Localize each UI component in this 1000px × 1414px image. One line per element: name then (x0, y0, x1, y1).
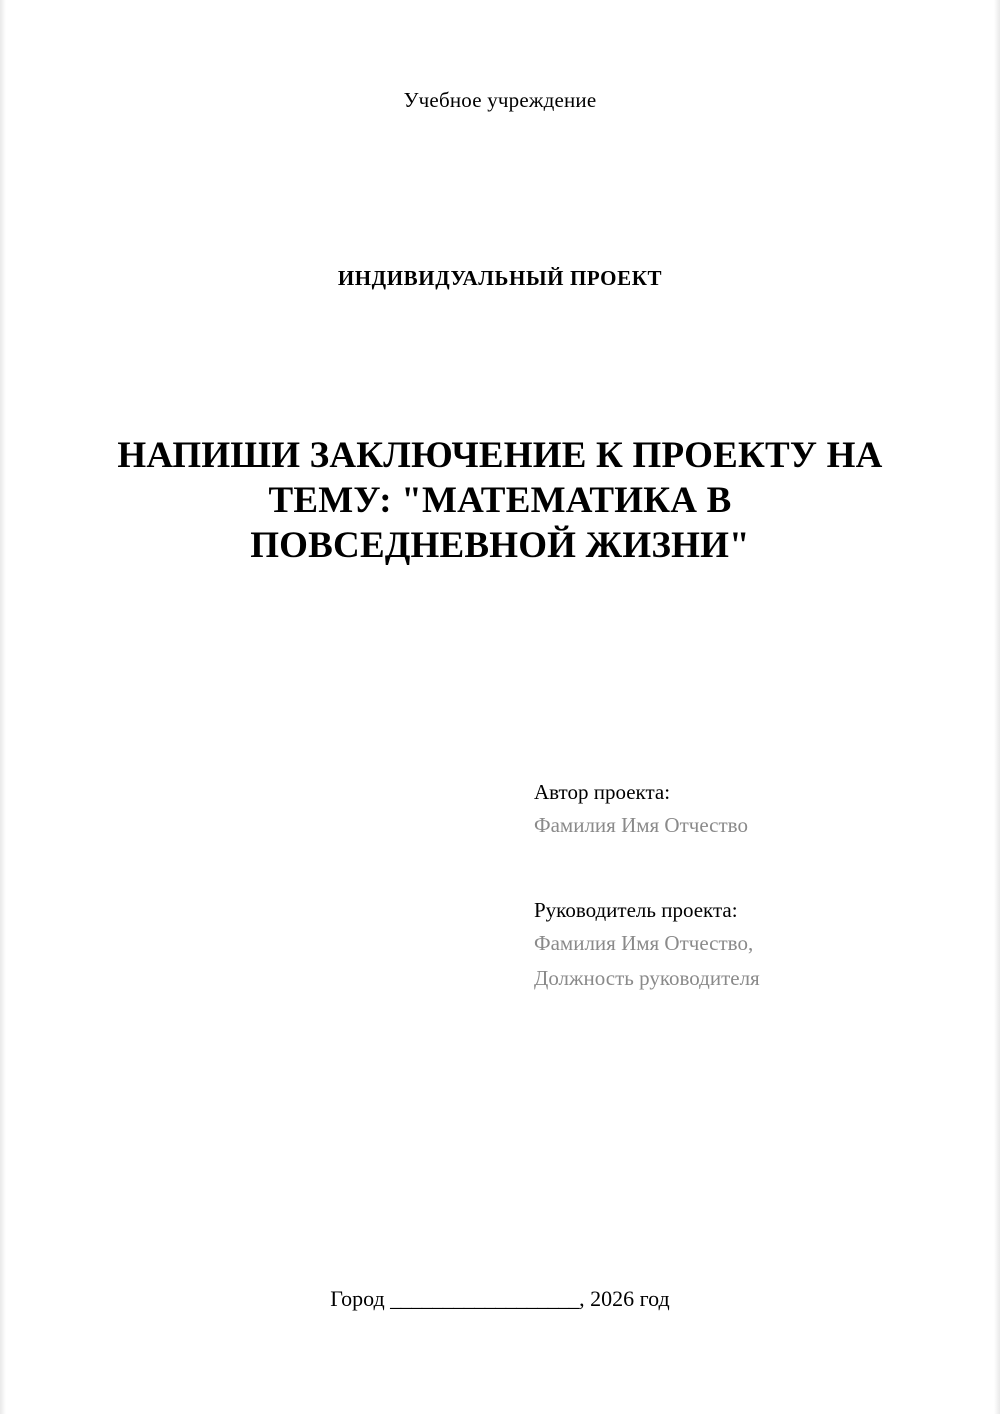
institution-name: Учебное учреждение (403, 88, 597, 112)
supervisor-position: Должность руководителя (534, 966, 760, 990)
supervisor-block (534, 900, 954, 989)
page-title: НАПИШИ ЗАКЛЮЧЕНИЕ К ПРОЕКТУ НА ТЕМУ: "МАТЕМАТИКА В ПОВСЕДНЕВНОЙ ЖИЗНИ" (117, 434, 883, 567)
author-block (534, 782, 954, 836)
city-label: Город (330, 1286, 385, 1311)
year-text: , 2026 год (579, 1286, 670, 1311)
page-footer (0, 1286, 1000, 1312)
supervisor-name: Фамилия Имя Отчество, (534, 931, 754, 955)
city-blank-line: __________________ (390, 1286, 580, 1311)
credits-block (534, 782, 954, 989)
supervisor-label: Руководитель проекта: (534, 898, 738, 922)
document-type: ИНДИВИДУАЛЬНЫЙ ПРОЕКТ (337, 266, 663, 290)
author-label: Автор проекта: (534, 780, 671, 804)
author-name: Фамилия Имя Отчество (534, 813, 748, 837)
